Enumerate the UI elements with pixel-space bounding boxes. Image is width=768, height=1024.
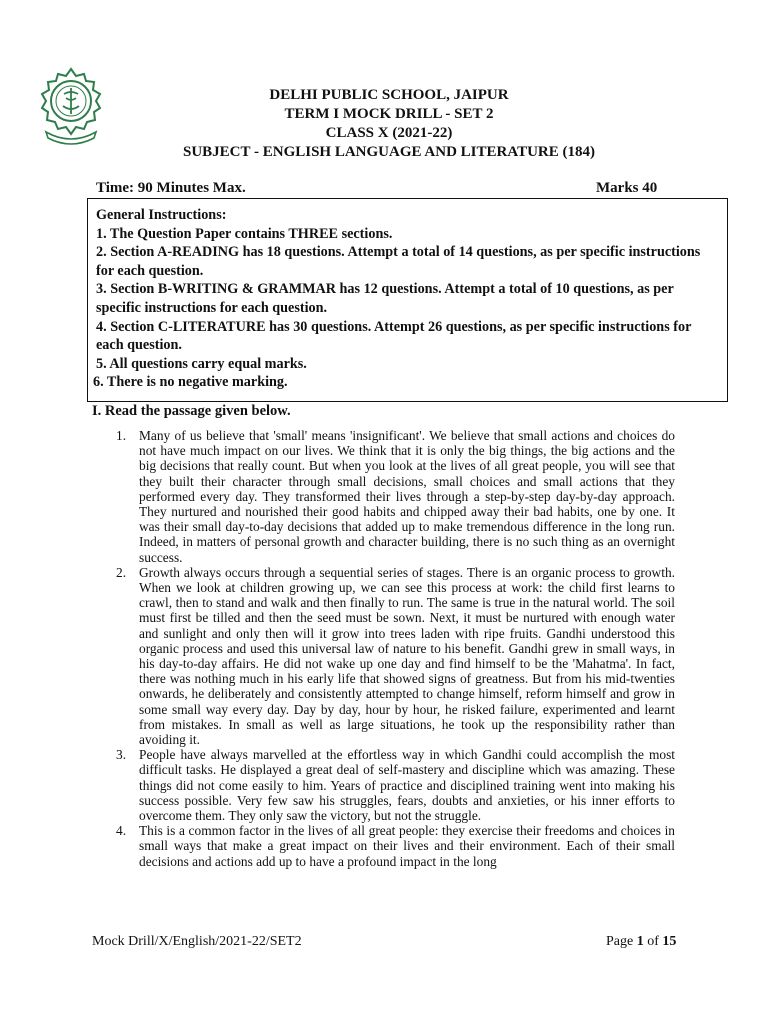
paragraph-number: 4.	[116, 823, 127, 839]
page-current: 1	[636, 934, 644, 949]
school-name: DELHI PUBLIC SCHOOL, JAIPUR	[269, 87, 509, 103]
passage-paragraph	[112, 565, 675, 747]
instruction-item: 6. There is no negative marking.	[93, 374, 288, 391]
document-header	[0, 86, 768, 162]
paragraph-text: This is a common factor in the lives of all great people: they exercise their freedoms and choices in small ways that make a great impact on their lives and their environment. Each of their small decisions and actions add up to have a profound impact in the long	[139, 823, 675, 869]
paragraph-number: 2.	[116, 564, 127, 580]
instruction-item: 4. Section C-LITERATURE has 30 questions. Attempt 26 questions, as per specific instructions for each question.	[96, 318, 692, 354]
paragraph-text: People have always marvelled at the effortless way in which Gandhi could accomplish the most difficult tasks. He displayed a great deal of self-mastery and discipline which was amazing. These things did not come easily to him. Years of practice and disciplined training went into making his success possible. Very few saw his struggles, fears, doubts and anxieties, or his inner efforts to overcome them. They only saw the victory, but not the struggle.	[139, 747, 675, 824]
passage-paragraph	[112, 428, 675, 565]
general-instructions-box	[87, 198, 728, 402]
time-label: Time: 90 Minutes Max.	[96, 180, 246, 196]
paragraph-text: Many of us believe that 'small' means 'insignificant'. We believe that small actions and choices do not have much impact on our lives. We think that it is only the big things, the big actions and the big decisions that really count. But when you look at the lives of all great people, you will see that they built their character through small decisions, small choices and small actions that they performed every day. They transformed their lives through a step-by-step day-by-day approach. They nurtured and nourished their good habits and chipped away their bad habits, one by one. It was their small day-to-day decisions that added up to make tremendous difference in the long run. Indeed, in matters of personal growth and character building, there is no such thing as an overnight success.	[139, 428, 675, 565]
section-heading: I. Read the passage given below.	[92, 403, 291, 419]
instruction-item: 5. All questions carry equal marks.	[96, 355, 307, 372]
instruction-item: 1. The Question Paper contains THREE sections.	[96, 225, 393, 242]
page-of: of	[647, 934, 659, 949]
exam-title: TERM I MOCK DRILL - SET 2	[284, 106, 494, 122]
passage-paragraph	[112, 747, 675, 823]
instructions-title: General Instructions:	[96, 207, 227, 223]
subject-title: SUBJECT - ENGLISH LANGUAGE AND LITERATURE (184)	[182, 144, 596, 160]
page-total: 15	[662, 934, 677, 949]
paragraph-number: 3.	[116, 747, 127, 763]
instruction-item: 2. Section A-READING has 18 questions. Attempt a total of 14 questions, as per specific instructions for each question.	[96, 244, 701, 279]
footer-reference: Mock Drill/X/English/2021-22/SET2	[92, 934, 302, 949]
page-label: Page	[606, 934, 634, 949]
reading-passage	[112, 428, 675, 869]
marks-label: Marks 40	[596, 180, 658, 196]
passage-paragraph	[112, 823, 675, 869]
page-number	[606, 934, 676, 950]
paragraph-text: Growth always occurs through a sequential series of stages. There is an organic process to growth. When we look at children growing up, we can see this process at work: the child first learns to crawl, then to stand and walk and then finally to run. The same is true in the natural world. The soil must first be tilled and then the seed must be sown. Next, it must be nurtured with enough water and sunlight and only then will it grow into trees laden with ripe fruits. Gandhi understood this organic process and used this universal law of nature to his benefit. Gandhi grew in small ways, in his day-to-day affairs. He did not wake up one day and find himself to be the 'Mahatma'. In fact, there was nothing much in his early life that showed signs of greatness. But from his mid-twenties onwards, he deliberately and consistently attempted to change himself, reform himself and grow in some small way every day. Day by day, hour by hour, he risked failure, experimented and learnt from mistakes. In small as well as large situations, he took up the responsibility rather than avoiding it.	[139, 564, 675, 748]
paragraph-number: 1.	[116, 428, 127, 443]
class-title: CLASS X (2021-22)	[325, 125, 453, 141]
instruction-item: 3. Section B-WRITING & GRAMMAR has 12 questions. Attempt a total of 10 questions, as per specific instructions for each question.	[96, 281, 674, 316]
